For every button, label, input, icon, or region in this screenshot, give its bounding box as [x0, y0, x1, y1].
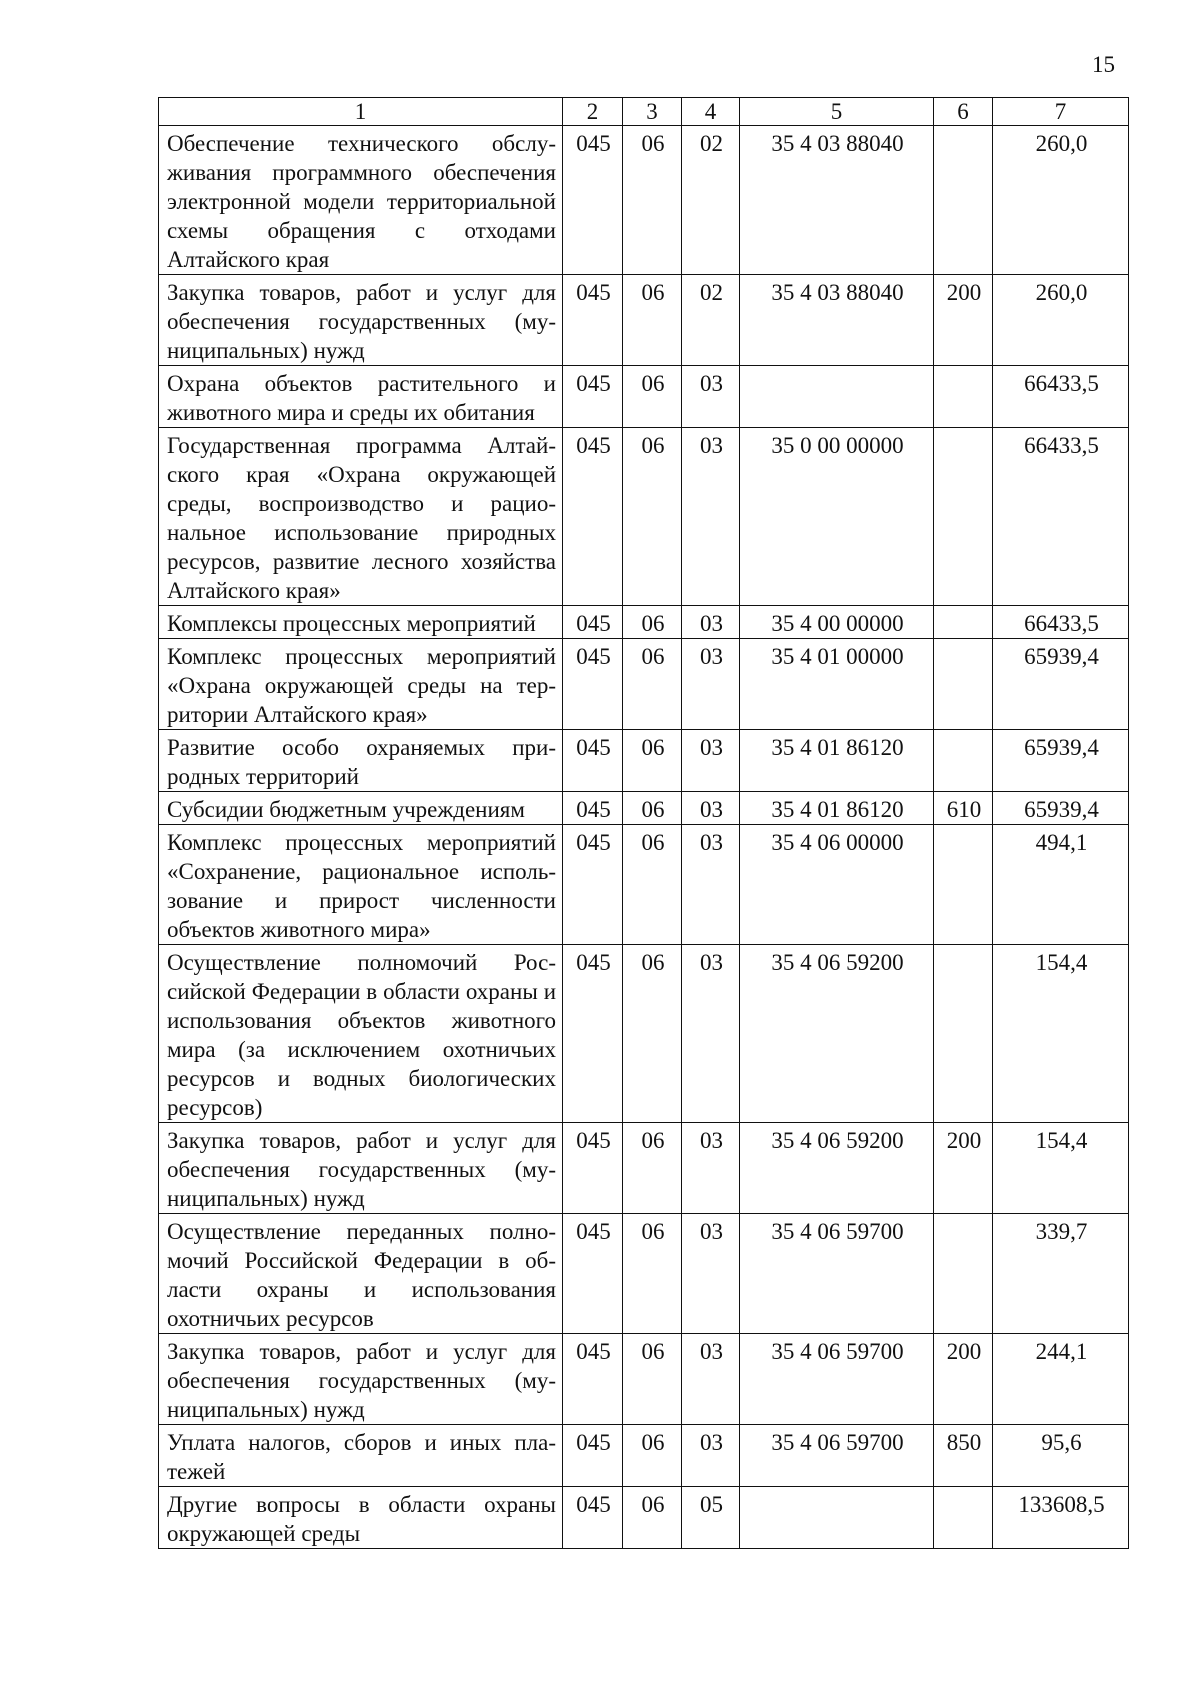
- section-code-cell: 06: [623, 1487, 682, 1549]
- item-name-cell: Закупка товаров, работ и услуг для обеспечения государственных (муниципальных) нужд: [159, 1123, 563, 1214]
- expense-type-code-cell: [934, 825, 993, 945]
- table-row: [159, 639, 1129, 730]
- ministry-code-cell: 045: [563, 730, 623, 792]
- item-name-cell: Развитие особо охраняемых природных территорий: [159, 730, 563, 792]
- ministry-code-cell: 045: [563, 1487, 623, 1549]
- table-row: [159, 1487, 1129, 1549]
- amount-cell: 95,6: [993, 1425, 1129, 1487]
- item-name-cell: Уплата налогов, сборов и иных платежей: [159, 1425, 563, 1487]
- subsection-code-cell: 03: [682, 1123, 740, 1214]
- subsection-code-cell: 03: [682, 639, 740, 730]
- expense-type-code-cell: [934, 1487, 993, 1549]
- amount-cell: 66433,5: [993, 606, 1129, 639]
- ministry-code-cell: 045: [563, 1123, 623, 1214]
- target-article-code-cell: [740, 1487, 934, 1549]
- section-code-cell: 06: [623, 1425, 682, 1487]
- item-name-cell: Осуществление полномочий Российской Федерации в области охраны и использования объектов животного мира (за исключением охотничьих ресурсов и водных биологических ресурсов): [159, 945, 563, 1123]
- item-name-cell: Закупка товаров, работ и услуг для обеспечения государственных (муниципальных) нужд: [159, 275, 563, 366]
- expense-type-code-cell: [934, 1214, 993, 1334]
- table-row: [159, 606, 1129, 639]
- table-row: [159, 945, 1129, 1123]
- ministry-code-cell: 045: [563, 945, 623, 1123]
- amount-cell: 260,0: [993, 126, 1129, 275]
- section-code-cell: 06: [623, 428, 682, 606]
- subsection-code-cell: 03: [682, 825, 740, 945]
- expense-type-code-cell: [934, 639, 993, 730]
- subsection-code-cell: 02: [682, 275, 740, 366]
- budget-table: [158, 97, 1129, 1549]
- table-row: [159, 1214, 1129, 1334]
- item-name-cell: Обеспечение технического обслуживания программного обеспечения электронной модели территориальной схемы обращения с отходами Алтайского края: [159, 126, 563, 275]
- table-row: [159, 428, 1129, 606]
- subsection-code-cell: 02: [682, 126, 740, 275]
- target-article-code-cell: 35 0 00 00000: [740, 428, 934, 606]
- expense-type-code-cell: 200: [934, 1123, 993, 1214]
- expense-type-code-cell: 610: [934, 792, 993, 825]
- table-row: [159, 792, 1129, 825]
- item-name-cell: Закупка товаров, работ и услуг для обеспечения государственных (муниципальных) нужд: [159, 1334, 563, 1425]
- column-header: 4: [682, 98, 740, 126]
- column-header: 7: [993, 98, 1129, 126]
- section-code-cell: 06: [623, 126, 682, 275]
- target-article-code-cell: 35 4 06 59200: [740, 945, 934, 1123]
- section-code-cell: 06: [623, 1123, 682, 1214]
- subsection-code-cell: 03: [682, 1425, 740, 1487]
- section-code-cell: 06: [623, 1214, 682, 1334]
- subsection-code-cell: 03: [682, 606, 740, 639]
- ministry-code-cell: 045: [563, 428, 623, 606]
- amount-cell: 65939,4: [993, 639, 1129, 730]
- amount-cell: 154,4: [993, 1123, 1129, 1214]
- section-code-cell: 06: [623, 825, 682, 945]
- table-row: [159, 730, 1129, 792]
- amount-cell: 65939,4: [993, 730, 1129, 792]
- ministry-code-cell: 045: [563, 1334, 623, 1425]
- ministry-code-cell: 045: [563, 639, 623, 730]
- expense-type-code-cell: [934, 126, 993, 275]
- amount-cell: 66433,5: [993, 428, 1129, 606]
- amount-cell: 154,4: [993, 945, 1129, 1123]
- target-article-code-cell: [740, 366, 934, 428]
- section-code-cell: 06: [623, 730, 682, 792]
- target-article-code-cell: 35 4 03 88040: [740, 126, 934, 275]
- amount-cell: 66433,5: [993, 366, 1129, 428]
- section-code-cell: 06: [623, 366, 682, 428]
- section-code-cell: 06: [623, 1334, 682, 1425]
- table-row: [159, 1334, 1129, 1425]
- subsection-code-cell: 03: [682, 945, 740, 1123]
- amount-cell: 494,1: [993, 825, 1129, 945]
- amount-cell: 260,0: [993, 275, 1129, 366]
- subsection-code-cell: 03: [682, 792, 740, 825]
- amount-cell: 133608,5: [993, 1487, 1129, 1549]
- table-row: [159, 1425, 1129, 1487]
- table-row: [159, 366, 1129, 428]
- amount-cell: 339,7: [993, 1214, 1129, 1334]
- target-article-code-cell: 35 4 01 86120: [740, 730, 934, 792]
- ministry-code-cell: 045: [563, 1425, 623, 1487]
- column-header: 3: [623, 98, 682, 126]
- expense-type-code-cell: [934, 945, 993, 1123]
- section-code-cell: 06: [623, 275, 682, 366]
- column-header: 2: [563, 98, 623, 126]
- table-row: [159, 1123, 1129, 1214]
- table-row: [159, 275, 1129, 366]
- column-header: 1: [159, 98, 563, 126]
- ministry-code-cell: 045: [563, 366, 623, 428]
- target-article-code-cell: 35 4 01 00000: [740, 639, 934, 730]
- item-name-cell: Комплекс процессных мероприятий «Охрана окружающей среды на территории Алтайского края»: [159, 639, 563, 730]
- expense-type-code-cell: [934, 606, 993, 639]
- item-name-cell: Субсидии бюджетным учреждениям: [159, 792, 563, 825]
- expense-type-code-cell: [934, 366, 993, 428]
- item-name-cell: Комплекс процессных мероприятий «Сохранение, рациональное использование и прирост численности объектов животного мира»: [159, 825, 563, 945]
- target-article-code-cell: 35 4 06 59200: [740, 1123, 934, 1214]
- target-article-code-cell: 35 4 01 86120: [740, 792, 934, 825]
- expense-type-code-cell: [934, 730, 993, 792]
- target-article-code-cell: 35 4 00 00000: [740, 606, 934, 639]
- section-code-cell: 06: [623, 606, 682, 639]
- page-number: 15: [1092, 52, 1115, 77]
- expense-type-code-cell: [934, 428, 993, 606]
- ministry-code-cell: 045: [563, 126, 623, 275]
- ministry-code-cell: 045: [563, 606, 623, 639]
- item-name-cell: Другие вопросы в области охраны окружающей среды: [159, 1487, 563, 1549]
- target-article-code-cell: 35 4 03 88040: [740, 275, 934, 366]
- section-code-cell: 06: [623, 792, 682, 825]
- column-header: 5: [740, 98, 934, 126]
- amount-cell: 65939,4: [993, 792, 1129, 825]
- table-row: [159, 825, 1129, 945]
- subsection-code-cell: 03: [682, 428, 740, 606]
- subsection-code-cell: 03: [682, 366, 740, 428]
- header-row: [159, 98, 1129, 126]
- target-article-code-cell: 35 4 06 59700: [740, 1214, 934, 1334]
- ministry-code-cell: 045: [563, 275, 623, 366]
- subsection-code-cell: 05: [682, 1487, 740, 1549]
- expense-type-code-cell: 200: [934, 1334, 993, 1425]
- ministry-code-cell: 045: [563, 825, 623, 945]
- ministry-code-cell: 045: [563, 1214, 623, 1334]
- subsection-code-cell: 03: [682, 1334, 740, 1425]
- item-name-cell: Государственная программа Алтайского края «Охрана окружающей среды, воспроизводство и рациональное использование природных ресурсов, развитие лесного хозяйства Алтайского края»: [159, 428, 563, 606]
- item-name-cell: Охрана объектов растительного и животного мира и среды их обитания: [159, 366, 563, 428]
- item-name-cell: Комплексы процессных мероприятий: [159, 606, 563, 639]
- section-code-cell: 06: [623, 639, 682, 730]
- item-name-cell: Осуществление переданных полномочий Российской Федерации в области охраны и использования охотничьих ресурсов: [159, 1214, 563, 1334]
- amount-cell: 244,1: [993, 1334, 1129, 1425]
- expense-type-code-cell: 200: [934, 275, 993, 366]
- subsection-code-cell: 03: [682, 730, 740, 792]
- expense-type-code-cell: 850: [934, 1425, 993, 1487]
- section-code-cell: 06: [623, 945, 682, 1123]
- table-row: [159, 126, 1129, 275]
- target-article-code-cell: 35 4 06 59700: [740, 1425, 934, 1487]
- column-header: 6: [934, 98, 993, 126]
- target-article-code-cell: 35 4 06 59700: [740, 1334, 934, 1425]
- target-article-code-cell: 35 4 06 00000: [740, 825, 934, 945]
- subsection-code-cell: 03: [682, 1214, 740, 1334]
- ministry-code-cell: 045: [563, 792, 623, 825]
